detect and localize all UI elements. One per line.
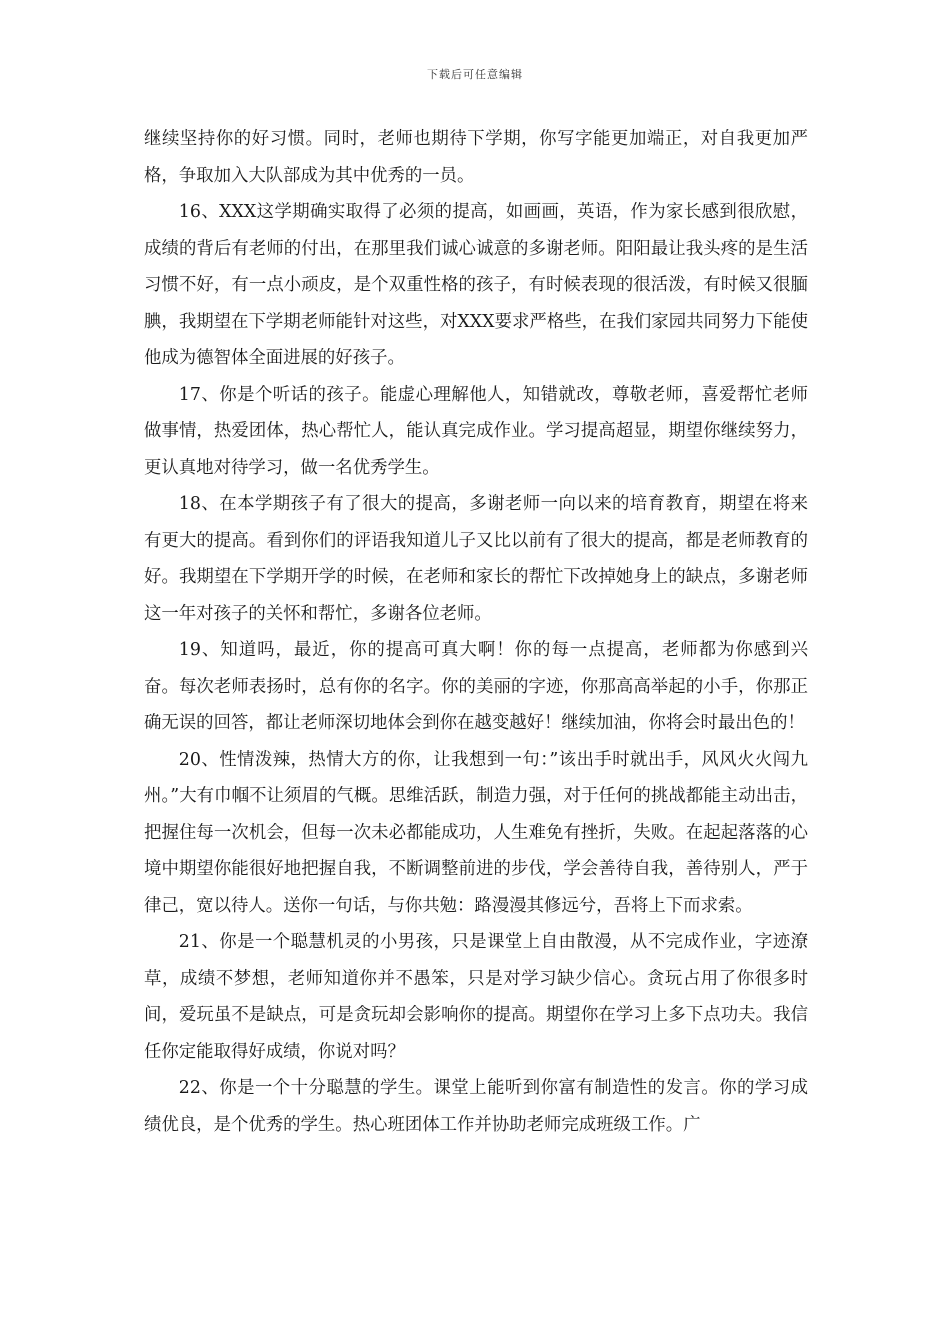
paragraph-22: 22、你是一个十分聪慧的学生。课堂上能听到你富有制造性的发言。你的学习成绩优良，是个优秀的学生。热心班团体工作并协助老师完成班级工作。广: [144, 1078, 808, 1135]
paragraph-19: 19、知道吗，最近，你的提高可真大啊！你的每一点提高，老师都为你感到兴奋。每次老师表扬时，总有你的名字。你的美丽的字迹，你那高高举起的小手，你那正确无误的回答，都让老师深切地体会到你在越变越好！继续加油，你将会时最出色的！: [144, 640, 808, 733]
paragraph-17: 17、你是个听话的孩子。能虚心理解他人，知错就改，尊敬老师，喜爱帮忙老师做事情，热爱团体，热心帮忙人，能认真完成作业。学习提高超显，期望你继续努力，更认真地对待学习，做一名优秀学生。: [144, 384, 808, 478]
page-header: 下载后可任意编辑: [427, 68, 523, 81]
paragraph-20: 20、性情泼辣，热情大方的你，让我想到一句：”该出手时就出手，风风火火闯九州。”大有巾帼不让须眉的气概。思维活跃，制造力强，对于任何的挑战都能主动出击，把握住每一次机会，但每一次未必都能成功，人生难免有挫折，失败。在起起落落的心境中期望你能很好地把握自我，不断调整前进的步伐，学会善待自我，善待别人，严于律己，宽以待人。送你一句话，与你共勉：路漫漫其修远兮，吾将上下而求索。: [144, 749, 808, 916]
paragraph-continuation: 继续坚持你的好习惯。同时，老师也期待下学期，你写字能更加端正，对自我更加严格，争取加入大队部成为其中优秀的一员。: [144, 129, 808, 186]
paragraph-21: 21、你是一个聪慧机灵的小男孩，只是课堂上自由散漫，从不完成作业，字迹潦草，成绩不梦想，老师知道你并不愚笨，只是对学习缺少信心。贪玩占用了你很多时间，爱玩虽不是缺点，可是贪玩却会影响你的提高。期望你在学习上多下点功夫。我信任你定能取得好成绩，你说对吗？: [144, 932, 808, 1062]
document-body: [144, 121, 808, 1143]
paragraph-18: 18、在本学期孩子有了很大的提高，多谢老师一向以来的培育教育，期望在将来有更大的提高。看到你们的评语我知道儿子又比以前有了很大的提高，都是老师教育的好。我期望在下学期开学的时候，在老师和家长的帮忙下改掉她身上的缺点，多谢老师这一年对孩子的关怀和帮忙，多谢各位老师。: [144, 494, 808, 624]
paragraph-16: 16、XXX这学期确实取得了必须的提高，如画画，英语，作为家长感到很欣慰，成绩的背后有老师的付出，在那里我们诚心诚意的多谢老师。阳阳最让我头疼的是生活习惯不好，有一点小顽皮，是个双重性格的孩子，有时候表现的很活泼，有时候又很腼腆，我期望在下学期老师能针对这些，对XXX要求严格些，在我们家园共同努力下能使他成为德智体全面进展的好孩子。: [144, 202, 808, 368]
